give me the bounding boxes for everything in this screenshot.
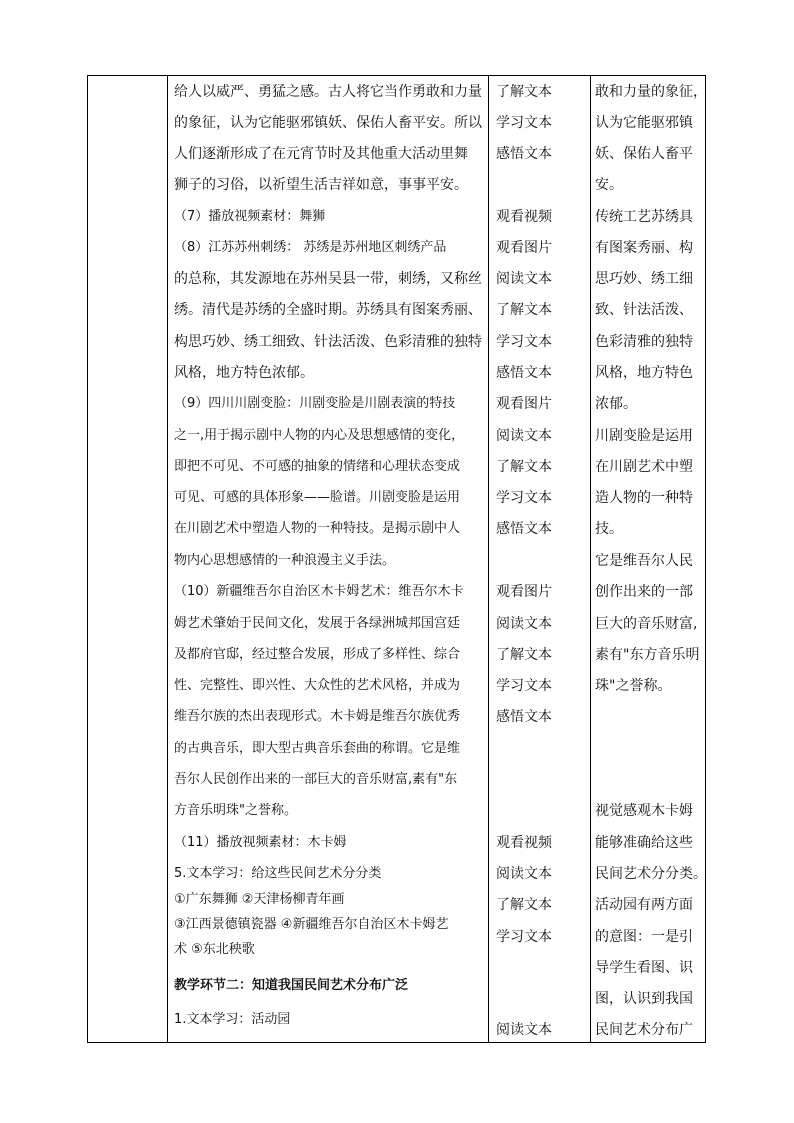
intent-line: 素有"东方音乐明: [595, 647, 700, 663]
content-line: 5.文本学习：给这些民间艺术分分类: [174, 866, 382, 881]
activity-item: 感悟文本: [496, 521, 552, 537]
content-line: （10）新疆维吾尔自治区木卡姆艺术：维吾尔木卡: [174, 584, 464, 599]
content-line: 物内心思想感情的一种浪漫主义手法。: [174, 553, 396, 568]
activity-item: 了解文本: [496, 897, 552, 913]
intent-line: 技。: [595, 521, 623, 537]
content-line: （11）播放视频素材：木卡姆: [174, 835, 347, 850]
content-line: 的总称，其发源地在苏州吴县一带，刺绣，又称丝: [174, 271, 482, 287]
content-line: 1.文本学习：活动园: [174, 1012, 291, 1027]
activity-item: 学习文本: [496, 334, 552, 350]
activity-item: 学习文本: [496, 490, 552, 506]
intent-line: 妖、保佑人畜平: [595, 146, 693, 162]
content-line: ③江西景德镇瓷器 ④新疆维吾尔自治区木卡姆艺: [174, 917, 449, 932]
content-line: 方音乐明珠"之誉称。: [174, 803, 297, 818]
activity-item: 阅读文本: [496, 1022, 552, 1038]
content-line: 吾尔人民创作出来的一部巨大的音乐财富,素有"东: [174, 772, 458, 787]
intent-line: 它是维吾尔人民: [595, 553, 693, 569]
column-divider: [488, 76, 489, 1042]
intent-line: 民间艺术分分类。: [595, 866, 707, 882]
activity-item: 观看图片: [496, 396, 552, 412]
activity-item: 学习文本: [496, 929, 552, 945]
intent-line: 创作出来的一部: [595, 584, 693, 600]
content-line: 给人以威严、勇猛之感。古人将它当作勇敢和力量: [174, 84, 482, 100]
intent-line: 敢和力量的象征，: [595, 84, 707, 100]
intent-line: 导学生看图、识: [595, 960, 693, 976]
intent-line: 图，认识到我国: [595, 991, 693, 1007]
content-line: 风格，地方特色浓郁。: [174, 365, 314, 381]
activity-item: 阅读文本: [496, 616, 552, 632]
activity-item: 了解文本: [496, 302, 552, 318]
intent-line: 传统工艺苏绣具: [595, 209, 693, 225]
content-line: 维吾尔族的杰出表现形式。木卡姆是维吾尔族优秀: [174, 709, 461, 724]
content-line: 性、完整性、即兴性、大众性的艺术风格，并成为: [174, 678, 461, 693]
activity-item: 观看图片: [496, 584, 552, 600]
intent-line: 造人物的一种特: [595, 490, 693, 506]
content-line: 构思巧妙、绣工细致、针法活泼、色彩清雅的独特: [174, 334, 482, 350]
section-heading: 教学环节二：知道我国民间艺术分布广泛: [174, 978, 409, 993]
content-line: 人们逐渐形成了在元宵节时及其他重大活动里舞: [174, 146, 468, 162]
content-line: 可见、可感的具体形象——脸谱。川剧变脸是运用: [174, 490, 461, 505]
intent-line: 在川剧艺术中塑: [595, 459, 693, 475]
activity-item: 感悟文本: [496, 709, 552, 725]
intent-line: 川剧变脸是运用: [595, 428, 693, 444]
activity-item: 学习文本: [496, 678, 552, 694]
intent-line: 安。: [595, 177, 623, 193]
activity-item: 阅读文本: [496, 428, 552, 444]
activity-item: 了解文本: [496, 647, 552, 663]
activity-item: 观看视频: [496, 209, 552, 225]
intent-line: 致、针法活泼、: [595, 302, 693, 318]
activity-item: 阅读文本: [496, 866, 552, 882]
content-line: 及都府官邸，经过整合发展，形成了多样性、综合: [174, 647, 461, 662]
content-line: 绣。清代是苏绣的全盛时期。苏绣具有图案秀丽、: [174, 302, 482, 318]
column-divider: [590, 76, 591, 1042]
activity-item: 观看图片: [496, 240, 552, 256]
content-line: ①广东舞狮 ②天津杨柳青年画: [174, 892, 345, 907]
activity-item: 感悟文本: [496, 146, 552, 162]
activity-item: 感悟文本: [496, 365, 552, 381]
content-line: 之一,用于揭示剧中人物的内心及思想感情的变化，: [174, 428, 465, 443]
intent-line: 能够准确给这些: [595, 835, 693, 851]
content-line: 术 ⑤东北秧歌: [174, 942, 255, 957]
intent-line: 有图案秀丽、构: [595, 240, 693, 256]
content-line: 的象征，认为它能驱邪镇妖、保佑人畜平安。所以: [174, 115, 482, 131]
intent-line: 思巧妙、绣工细: [595, 271, 693, 287]
content-line: 姆艺术肇始于民间文化，发展于各绿洲城邦国宫廷: [174, 616, 461, 631]
intent-line: 风格，地方特色: [595, 365, 693, 381]
activity-item: 了解文本: [496, 459, 552, 475]
activity-item: 观看视频: [496, 835, 552, 851]
intent-line: 巨大的音乐财富,: [595, 616, 698, 632]
activity-item: 阅读文本: [496, 271, 552, 287]
lesson-table: [87, 75, 706, 1043]
intent-line: 浓郁。: [595, 396, 637, 412]
intent-line: 活动园有两方面: [595, 897, 693, 913]
content-line: （7）播放视频素材：舞狮: [174, 209, 326, 224]
intent-line: 视觉感观木卡姆: [595, 803, 693, 819]
activity-item: 了解文本: [496, 84, 552, 100]
column-divider: [167, 76, 168, 1042]
intent-line: 的意图：一是引: [595, 929, 693, 945]
intent-line: 认为它能驱邪镇: [595, 115, 693, 131]
content-line: 在川剧艺术中塑造人物的一种特技。是揭示剧中人: [174, 521, 461, 536]
content-line: 的古典音乐，即大型古典音乐套曲的称谓。它是维: [174, 741, 461, 756]
intent-line: 珠"之誉称。: [595, 678, 672, 694]
content-line: （8）江苏苏州刺绣： 苏绣是苏州地区刺绣产品: [174, 240, 447, 255]
content-line: 狮子的习俗，以祈望生活吉祥如意，事事平安。: [174, 177, 468, 193]
intent-line: 色彩清雅的独特: [595, 334, 693, 350]
intent-line: 民间艺术分布广: [595, 1022, 693, 1038]
content-line: （9）四川川剧变脸：川剧变脸是川剧表演的特技: [174, 396, 456, 411]
content-line: 即把不可见、不可感的抽象的情绪和心理状态变成: [174, 459, 461, 474]
activity-item: 学习文本: [496, 115, 552, 131]
